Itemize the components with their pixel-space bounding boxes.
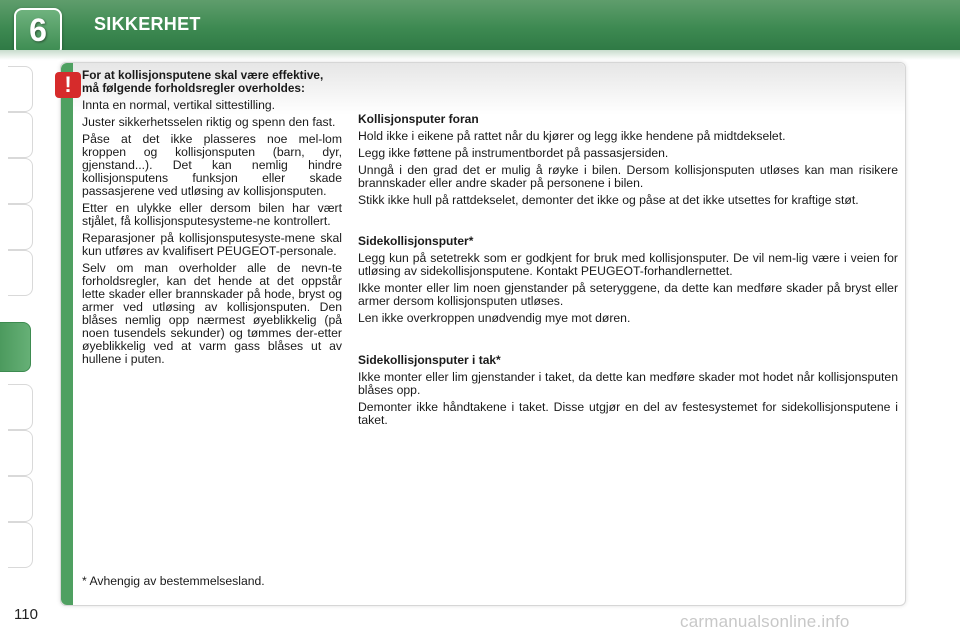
chapter-number: 6 xyxy=(29,12,47,48)
header-fade xyxy=(0,50,960,60)
exclamation-warning-icon: ! xyxy=(55,72,81,98)
section-paragraph: Ikke monter eller lim noen gjenstander på seteryggene, da dette kan medføre skader på bryst eller armer dersom kollisjonsputen utløses. xyxy=(358,281,898,308)
chapter-tab-5[interactable] xyxy=(8,250,33,296)
section-heading-front: Kollisjonsputer foran xyxy=(358,112,479,126)
chapter-tab-8[interactable] xyxy=(8,430,33,476)
page-title: SIKKERHET xyxy=(94,14,201,34)
warning-paragraph: Reparasjoner på kollisjonsputesyste-mene skal kun utføres av kvalifisert PEUGEOT-personale. xyxy=(82,231,342,258)
chapter-tab-4[interactable] xyxy=(8,204,33,250)
panel-accent-bar xyxy=(61,63,73,605)
section-paragraph: Stikk ikke hull på rattdekselet, demonter det ikke og påse at det ikke utsettes for kraftige støt. xyxy=(358,193,859,207)
chapter-tab-3[interactable] xyxy=(8,158,33,204)
section-paragraph: Hold ikke i eikene på rattet når du kjører og legg ikke hendene på midtdekselet. xyxy=(358,129,786,143)
section-heading-side: Sidekollisjonsputer* xyxy=(358,234,474,248)
chapter-tab-6-active[interactable] xyxy=(0,322,31,372)
section-paragraph: Legg kun på setetrekk som er godkjent for bruk med kollisjonsputer. De vil nem-lig være i veien for utløsing av sidekollisjonsputene. Kontakt PEUGEOT-forhandlernettet. xyxy=(358,251,898,278)
sections-column xyxy=(358,113,898,431)
warning-paragraph: Innta en normal, vertikal sittestilling. xyxy=(82,98,276,112)
warning-paragraph: Etter en ulykke eller dersom bilen har vært stjålet, få kollisjonsputesysteme-ne kontrollert. xyxy=(82,201,342,228)
warning-paragraph: Påse at det ikke plasseres noe mel-lom kroppen og kollisjonsputen (barn, dyr, gjenstand...). Det kan nemlig hindre kollisjonsputens funksjon eller skade passasjerene ved utløsing av kollisjonsputen. xyxy=(82,132,342,198)
section-paragraph: Ikke monter eller lim gjenstander i taket, da dette kan medføre skader mot hodet når kollisjonsputen blåses opp. xyxy=(358,370,898,397)
watermark: carmanualsonline.info xyxy=(680,612,850,631)
chapter-tab-strip xyxy=(0,60,34,580)
page-number: 110 xyxy=(14,606,38,623)
footnote: * Avhengig av bestemmelsesland. xyxy=(82,574,265,588)
section-heading-roof: Sidekollisjonsputer i tak* xyxy=(358,353,501,367)
warning-heading: For at kollisjonsputene skal være effektive, må følgende forholdsregler overholdes: xyxy=(82,68,324,95)
chapter-badge xyxy=(14,8,62,56)
section-paragraph: Len ikke overkroppen unødvendig mye mot døren. xyxy=(358,311,631,325)
chapter-tab-9[interactable] xyxy=(8,476,33,522)
chapter-header xyxy=(0,0,960,50)
chapter-tab-1[interactable] xyxy=(8,66,33,112)
section-spacer xyxy=(358,211,898,235)
section-spacer xyxy=(358,329,898,354)
warning-paragraph: Selv om man overholder alle de nevn-te forholdsregler, kan det hende at det oppstår lette skader eller brannskader på hode, bryst og armer ved utløsing av kollisjonsputen. Den blåses nemlig opp nærmest øyeblikkelig (på noen tusendels sekunder) og tømmes der-etter øyeblikkelig ved at varm gass blåses ut av hullene i puten. xyxy=(82,261,342,366)
section-paragraph: Demonter ikke håndtakene i taket. Disse utgjør en del av festesystemet for sidekollisjonsputene i taket. xyxy=(358,400,898,427)
warning-paragraph: Juster sikkerhetsselen riktig og spenn den fast. xyxy=(82,115,336,129)
section-paragraph: Unngå i den grad det er mulig å røyke i bilen. Dersom kollisjonsputen utløses kan man risikere brannskader eller andre skader på personene i bilen. xyxy=(358,163,898,190)
chapter-tab-7[interactable] xyxy=(8,384,33,430)
chapter-tab-10[interactable] xyxy=(8,522,33,568)
warning-column xyxy=(82,69,342,370)
section-paragraph: Legg ikke føttene på instrumentbordet på passasjersiden. xyxy=(358,146,669,160)
chapter-tab-2[interactable] xyxy=(8,112,33,158)
